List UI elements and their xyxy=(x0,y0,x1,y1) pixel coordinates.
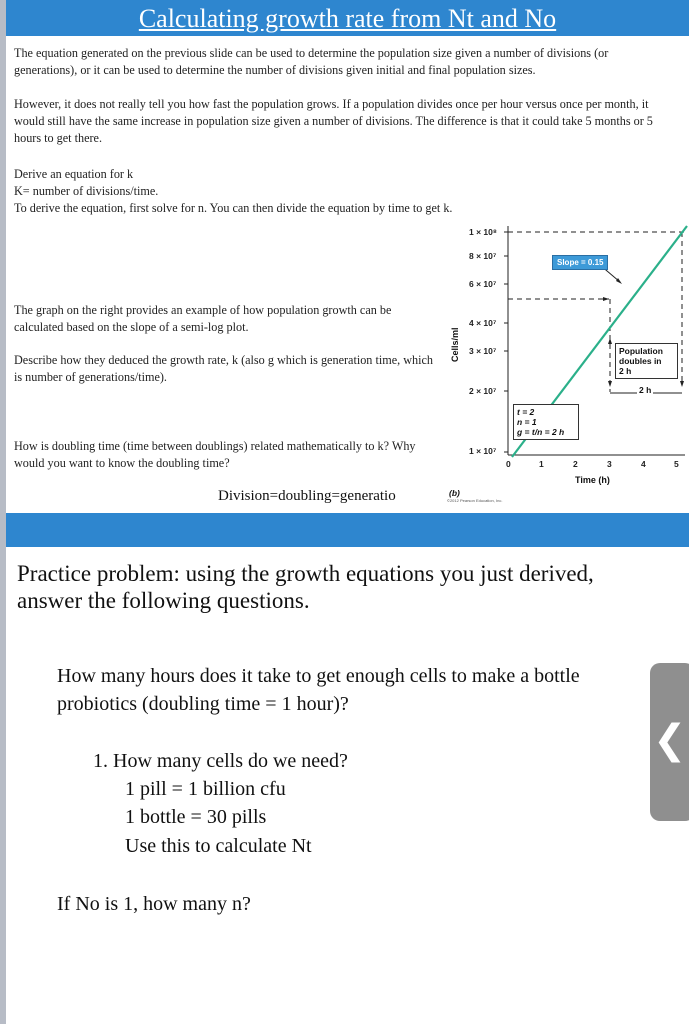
pop-line-1: Population xyxy=(619,346,663,356)
paragraph-doubling-time: How is doubling time (time between doublings) related mathematically to k? Why would you want to know the doubling time? xyxy=(14,439,416,470)
calc-t: t = 2 xyxy=(517,407,535,417)
question-line-2: probiotics (doubling time = 1 hour)? xyxy=(57,693,349,715)
y-tick-label: 1 × 10⁸ xyxy=(469,227,497,237)
y-axis-label: Cells/ml xyxy=(450,327,460,362)
chevron-left-icon[interactable]: ❮ xyxy=(653,717,687,763)
panel-label: (b) xyxy=(449,488,460,498)
pop-line-3: 2 h xyxy=(619,366,632,376)
calc-n: n = 1 xyxy=(517,417,537,427)
x-tick-label: 3 xyxy=(607,459,612,469)
y-tick-label: 2 × 10⁷ xyxy=(469,386,497,396)
y-tick-label: 6 × 10⁷ xyxy=(469,279,497,289)
generation-calc-box xyxy=(513,404,579,440)
paragraph-growth-rate: Describe how they deduced the growth rate, k (also g which is generation time, which is number of generations/time). xyxy=(14,353,433,384)
paragraph-2: However, it does not really tell you how fast the population grows. If a population divides once per hour versus once per month, it would still have the same increase in population size given a number of divisions. The difference is that it could take 5 months or 5 hours to get there. xyxy=(14,97,653,145)
x-axis-label: Time (h) xyxy=(575,475,610,485)
paragraph-graph-intro: The graph on the right provides an example of how population growth can be calculated based on the slope of a semi-log plot. xyxy=(14,303,392,334)
question-line-1: How many hours does it take to get enough cells to make a bottle xyxy=(57,665,580,687)
k-definition-line: K= number of divisions/time. xyxy=(14,184,159,198)
pop-line-2: doubles in xyxy=(619,356,662,366)
y-tick-label: 1 × 10⁷ xyxy=(469,446,497,456)
y-tick-label: 8 × 10⁷ xyxy=(469,251,497,261)
x-tick-label: 4 xyxy=(641,459,646,469)
practice-heading: Practice problem: using the growth equations you just derived, answer the following questions. xyxy=(17,561,594,613)
item-2: If No is 1, how many n? xyxy=(57,893,251,915)
copyright: ©2012 Pearson Education, Inc. xyxy=(447,498,503,503)
x-tick-label: 1 xyxy=(539,459,544,469)
paragraph-1: The equation generated on the previous slide can be used to determine the population size given a number of divisions (or generations), or it can be used to determine the number of divisions given initial and final population sizes. xyxy=(14,46,609,77)
x-tick-label: 2 xyxy=(573,459,578,469)
population-doubles-box xyxy=(615,343,678,379)
y-tick-label: 4 × 10⁷ xyxy=(469,318,497,328)
derive-instructions-line: To derive the equation, first solve for n. You can then divide the equation by time to get k. xyxy=(14,201,453,215)
item-1c: Use this to calculate Nt xyxy=(125,835,312,857)
probiotics-question xyxy=(57,662,657,718)
division-note: Division=doubling=generatio xyxy=(218,488,396,504)
derive-line: Derive an equation for k xyxy=(14,167,134,181)
x-tick-label: 0 xyxy=(506,459,511,469)
slide-title: Calculating growth rate from Nt and No xyxy=(138,4,557,33)
item-1: 1. How many cells do we need? xyxy=(93,750,348,772)
x-tick-label: 5 xyxy=(674,459,679,469)
slide-2-title-bar xyxy=(6,513,689,547)
y-tick-label: 3 × 10⁷ xyxy=(469,346,497,356)
two-hour-span-label: 2 h xyxy=(639,385,652,395)
item-1b: 1 bottle = 30 pills xyxy=(125,806,267,828)
slope-label: Slope = 0.15 xyxy=(552,255,608,270)
item-1a: 1 pill = 1 billion cfu xyxy=(125,778,286,800)
calc-g: g = t/n = 2 h xyxy=(517,427,565,437)
